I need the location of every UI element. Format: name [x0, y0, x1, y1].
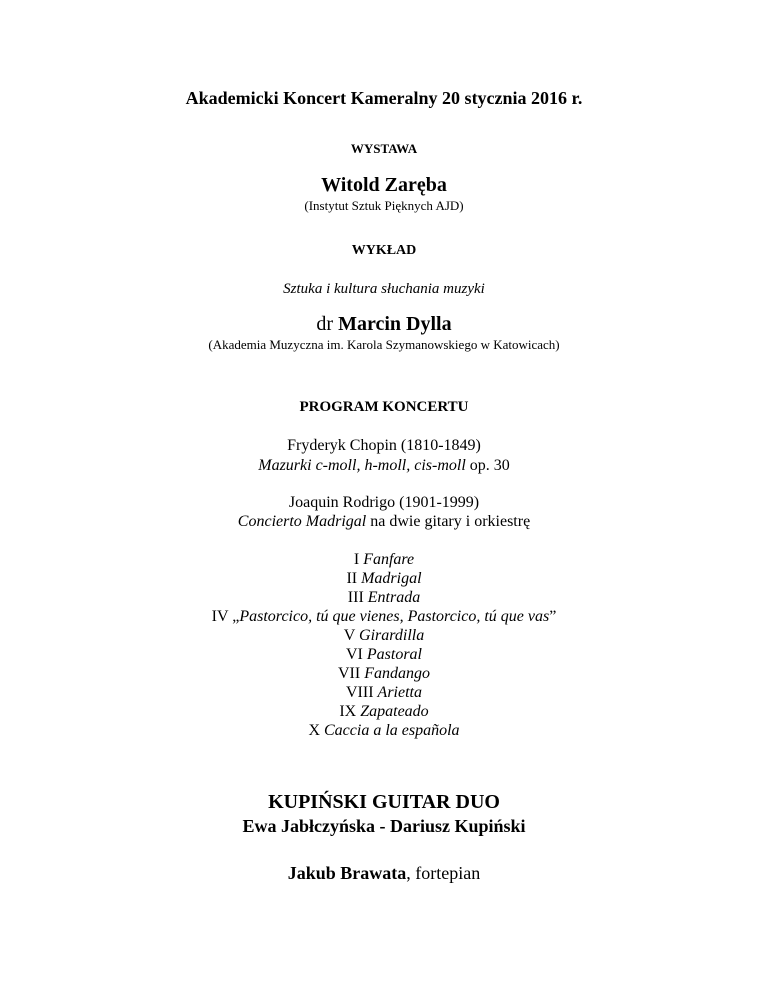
movement-5 — [0, 628, 768, 644]
piece2-title — [0, 514, 768, 530]
movement-title: Madrigal — [361, 570, 422, 587]
pianist-role: , fortepian — [406, 863, 481, 883]
movement-10 — [0, 723, 768, 739]
piece2-title-rest: na dwie gitary i orkiestrę — [366, 513, 531, 530]
movement-8 — [0, 685, 768, 701]
piece2-title-italic: Concierto Madrigal — [237, 513, 367, 530]
movement-number: VI — [345, 646, 367, 663]
program-heading: PROGRAM KONCERTU — [299, 399, 469, 415]
concert-title: Akademicki Koncert Kameralny 20 stycznia 2016 r. — [185, 88, 583, 108]
movement-1 — [0, 552, 768, 568]
movement-4 — [0, 609, 768, 625]
pianist — [0, 864, 768, 882]
movement-title: Pastorcico, tú que vienes, Pastorcico, tú que vas — [239, 608, 550, 625]
lecture-speaker — [0, 314, 768, 334]
movement-title: Pastoral — [366, 646, 422, 663]
movement-6 — [0, 647, 768, 663]
movement-number: III — [347, 589, 368, 606]
speaker-name: Marcin Dylla — [338, 313, 452, 335]
movement-9 — [0, 704, 768, 720]
movement-number: IX — [339, 703, 361, 720]
pianist-name: Jakub Brawata — [287, 863, 407, 883]
lecture-heading: WYKŁAD — [351, 243, 417, 258]
exhibition-artist: Witold Zaręba — [321, 174, 447, 196]
movement-title: Entrada — [367, 589, 421, 606]
speaker-title: dr — [316, 313, 339, 335]
exhibition-heading: WYSTAWA — [350, 141, 418, 156]
ensemble-name: KUPIŃSKI GUITAR DUO — [268, 791, 500, 813]
movement-suffix: ” — [549, 608, 557, 625]
movement-number: V — [343, 627, 360, 644]
movement-number: VIII — [346, 684, 378, 701]
movement-number: X — [308, 722, 324, 739]
movement-2 — [0, 571, 768, 587]
movement-title: Arietta — [377, 684, 422, 701]
movement-title: Caccia a la española — [324, 722, 460, 739]
movement-number: II — [346, 570, 362, 587]
movement-number: VII — [338, 665, 365, 682]
movement-number: IV „ — [211, 608, 240, 625]
piece1-composer: Fryderyk Chopin (1810-1849) — [287, 437, 481, 454]
movement-number: I — [353, 551, 364, 568]
piece1-title-italic: Mazurki c-moll, h-moll, cis-moll — [258, 457, 466, 474]
movement-title: Fanfare — [363, 551, 415, 568]
piece1-title-rest: op. 30 — [465, 457, 510, 474]
movement-7 — [0, 666, 768, 682]
movement-title: Girardilla — [359, 627, 425, 644]
piece2-composer: Joaquin Rodrigo (1901-1999) — [288, 494, 480, 511]
lecture-institution: (Akademia Muzyczna im. Karola Szymanowskiego w Katowicach) — [208, 337, 560, 352]
exhibition-institution: (Instytut Sztuk Pięknych AJD) — [304, 198, 464, 213]
movement-title: Zapateado — [360, 703, 429, 720]
ensemble-members: Ewa Jabłczyńska - Dariusz Kupiński — [242, 816, 526, 836]
lecture-topic: Sztuka i kultura słuchania muzyki — [283, 281, 485, 297]
piece1-title — [0, 458, 768, 474]
movement-title: Fandango — [364, 665, 430, 682]
movement-3 — [0, 590, 768, 606]
